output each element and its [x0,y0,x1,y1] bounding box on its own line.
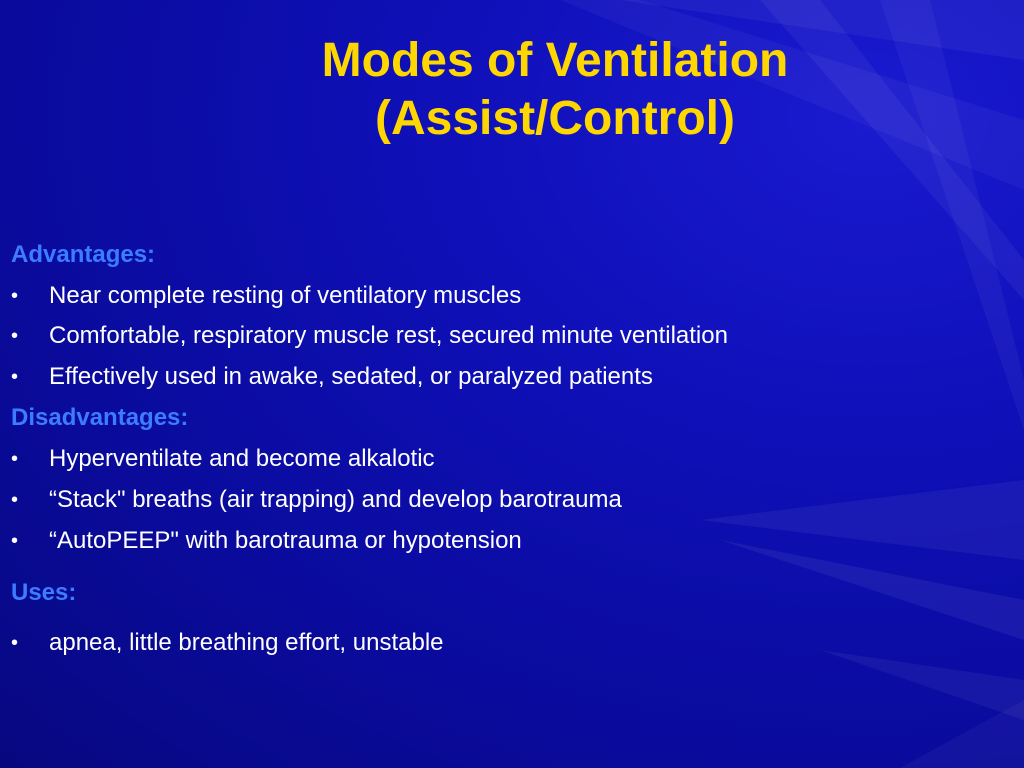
advantage-item-text: Near complete resting of ventilatory muscles [49,282,522,309]
disadvantage-item-text: Hyperventilate and become alkalotic [49,445,435,472]
advantage-item-text: Comfortable, respiratory muscle rest, secured minute ventilation [49,322,728,349]
slide-title-line-1: Modes of Ventilation [321,34,789,87]
disadvantage-item-text: “AutoPEEP" with barotrauma or hypotension [49,527,522,554]
uses-item-text: apnea, little breathing effort, unstable [49,629,444,656]
bullet-dot-icon: • [11,632,19,654]
bullet-dot-icon: • [11,448,19,470]
disadvantage-item-text: “Stack" breaths (air trapping) and develop barotrauma [49,486,622,513]
advantage-item-text: Effectively used in awake, sedated, or paralyzed patients [49,363,653,390]
slide-title-line-2: (Assist/Control) [375,92,735,145]
disadvantages-heading: Disadvantages: [11,404,189,431]
bullet-dot-icon: • [11,285,19,307]
bullet-dot-icon: • [11,325,19,347]
advantages-heading: Advantages: [11,241,156,268]
bullet-dot-icon: • [11,366,19,388]
bullet-dot-icon: • [11,530,19,552]
uses-heading: Uses: [11,579,77,606]
slide-title [230,32,880,148]
bullet-dot-icon: • [11,489,19,511]
